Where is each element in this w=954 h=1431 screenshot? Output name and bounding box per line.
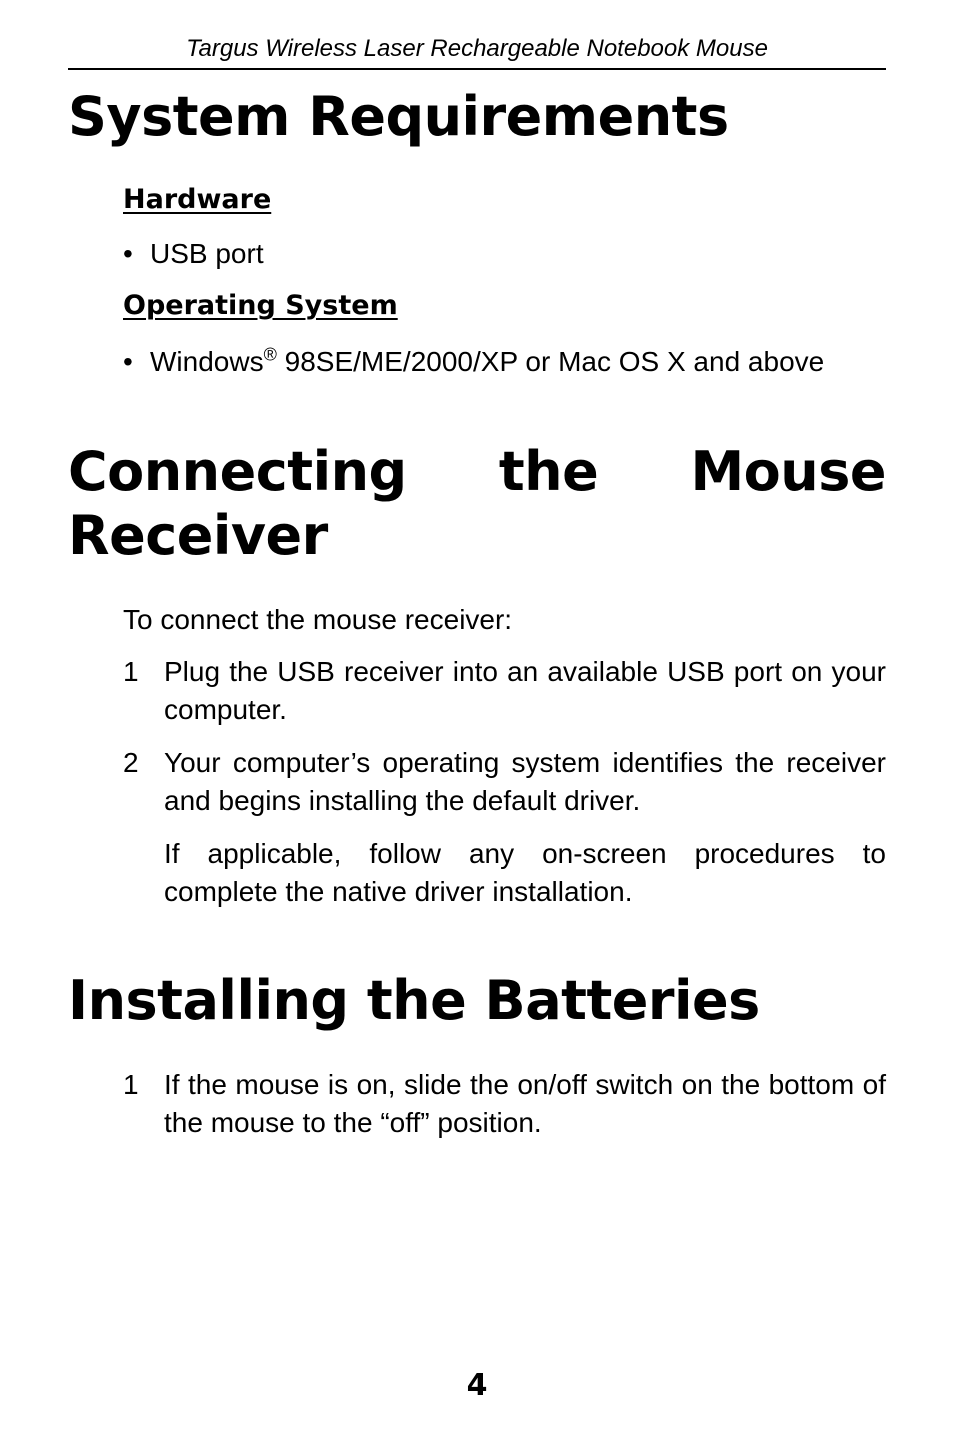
title-line-1: Connecting the Mouse — [68, 440, 886, 503]
connect-note — [123, 835, 886, 911]
subhead-hardware: Hardware — [123, 184, 272, 215]
os-name: Windows — [150, 346, 264, 377]
bullet-text: USB port — [150, 238, 264, 269]
bullet-item-os — [123, 345, 824, 379]
section-title-system-requirements: System Requirements — [68, 85, 729, 148]
section-title-connecting — [68, 440, 886, 568]
registered-mark: ® — [263, 344, 277, 365]
os-versions: 98SE/ME/2000/XP or Mac OS X and above — [276, 346, 825, 377]
bullet-glyph: • — [123, 346, 133, 377]
bullet-glyph: • — [123, 238, 133, 269]
running-header: Targus Wireless Laser Rechargeable Notebook Mouse — [186, 35, 768, 62]
page-number: 4 — [466, 1368, 488, 1403]
bullet-item-usb-port — [123, 237, 264, 271]
note-text: If applicable, follow any on-screen procedures to complete the native driver installation. — [164, 838, 886, 907]
step-text: Your computer’s operating system identifies the receiver and begins installing the default driver. — [164, 747, 886, 816]
header-rule — [68, 68, 886, 70]
step-text: Plug the USB receiver into an available USB port on your computer. — [164, 656, 886, 725]
connect-step-1 — [123, 653, 886, 729]
connect-intro: To connect the mouse receiver: — [123, 604, 513, 635]
step-number: 1 — [123, 656, 139, 687]
battery-step-1 — [123, 1066, 886, 1142]
connect-step-2 — [123, 744, 886, 820]
step-text: If the mouse is on, slide the on/off switch on the bottom of the mouse to the “off” position. — [164, 1069, 886, 1138]
title-line-2: Receiver — [68, 504, 328, 567]
section-title-batteries: Installing the Batteries — [68, 969, 760, 1032]
step-number: 1 — [123, 1069, 139, 1100]
subhead-operating-system: Operating System — [123, 290, 398, 321]
step-number: 2 — [123, 747, 139, 778]
